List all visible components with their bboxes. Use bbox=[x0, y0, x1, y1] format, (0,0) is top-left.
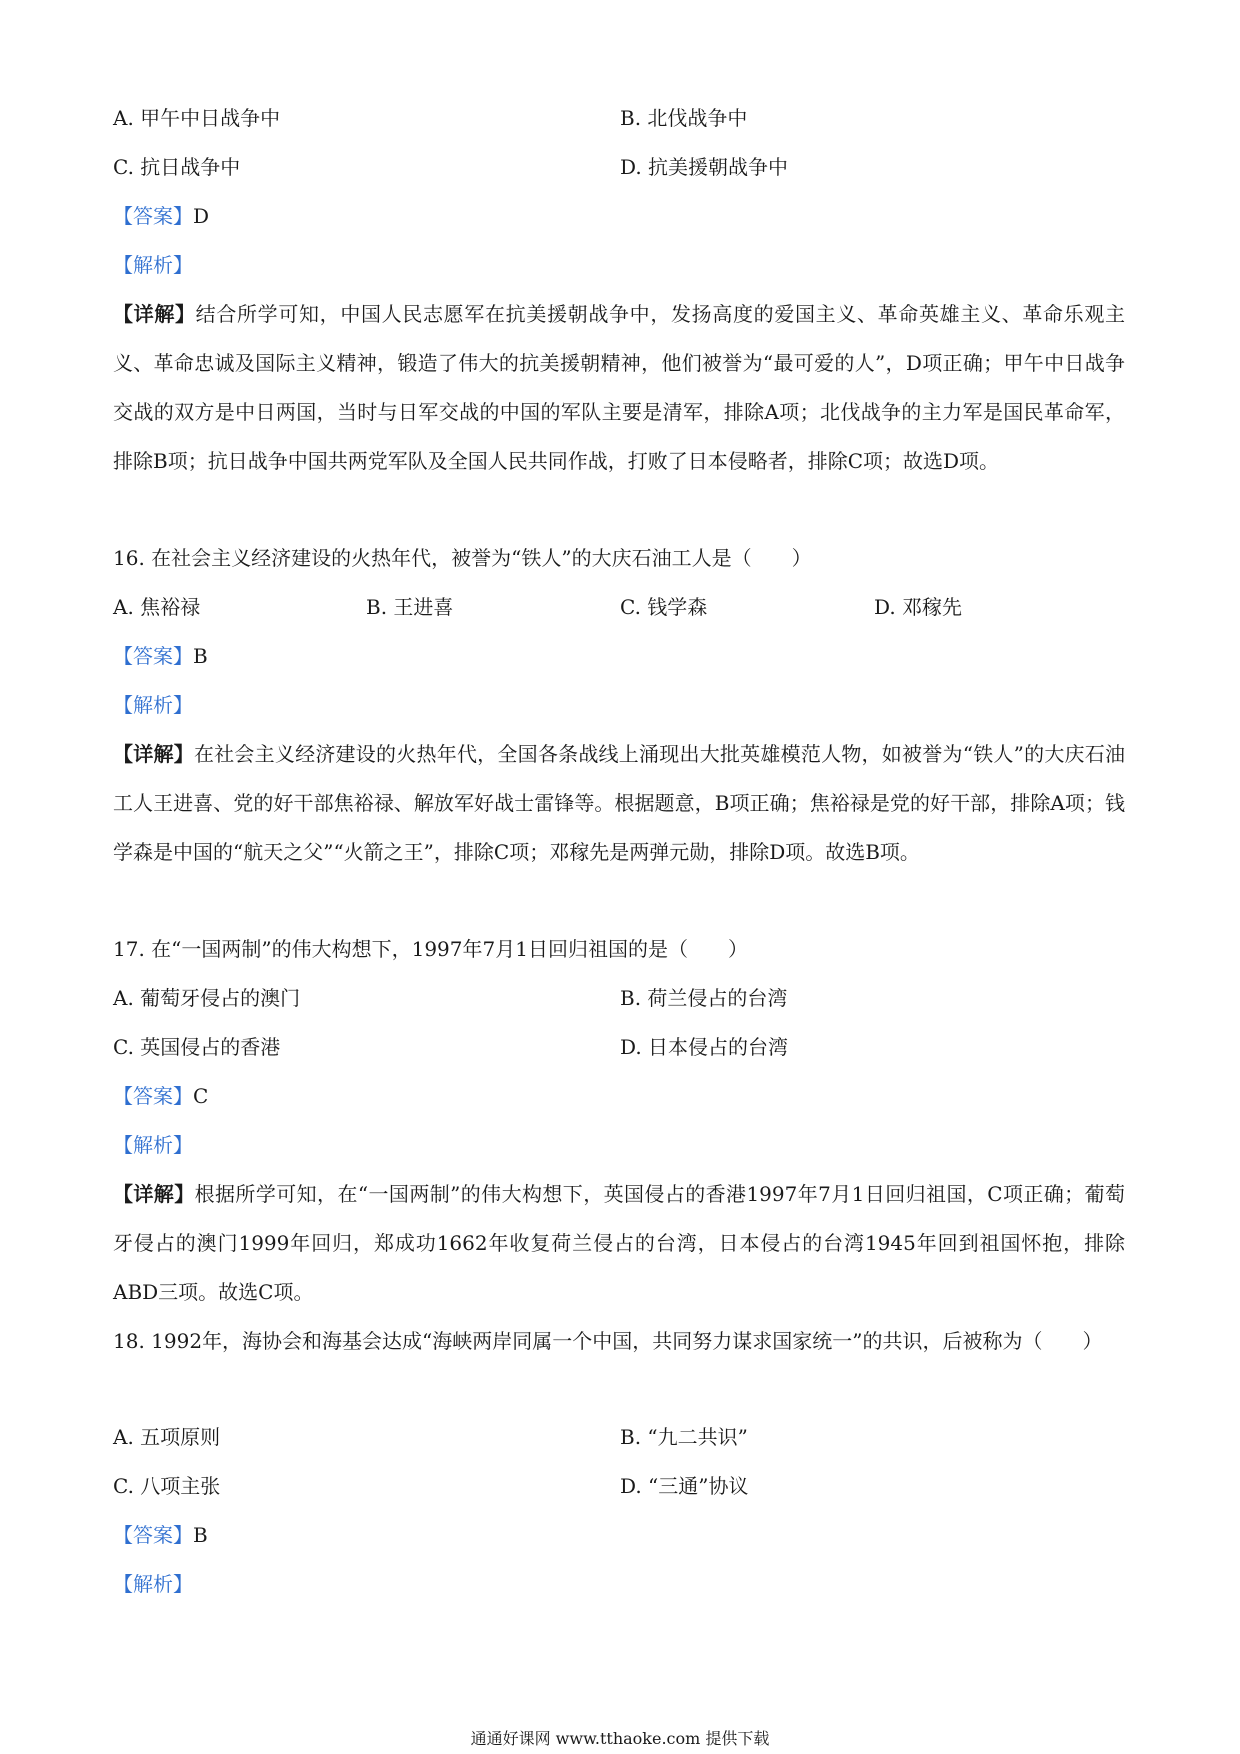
q15-analysis-tag: 【解析】 bbox=[113, 253, 193, 277]
q17-answer bbox=[113, 1081, 208, 1111]
detail-text: 根据所学可知，在“一国两制”的伟大构想下，英国侵占的香港1997年7月1日回归祖国，C项正确；葡萄牙侵占的澳门1999年回归，郑成功1662年收复荷兰侵占的台湾，日本侵占的台湾1945年回到祖国怀抱，排除ABD三项。故选C项。 bbox=[113, 1182, 1125, 1304]
page-footer: 通通好课网 www.tthaoke.com 提供下载 bbox=[470, 1729, 770, 1748]
q16-detail bbox=[113, 730, 1125, 877]
q17-option-b: B. 荷兰侵占的台湾 bbox=[620, 986, 788, 1010]
q15-option-b: B. 北伐战争中 bbox=[620, 106, 748, 130]
q17-stem: 17. 在“一国两制”的伟大构想下，1997年7月1日回归祖国的是（ ） bbox=[113, 937, 748, 961]
q15-option-a: A. 甲午中日战争中 bbox=[113, 106, 281, 130]
detail-tag: 【详解】 bbox=[113, 302, 196, 326]
q16-option-b: B. 王进喜 bbox=[366, 595, 454, 619]
q17-option-c: C. 英国侵占的香港 bbox=[113, 1035, 281, 1059]
q18-analysis-tag: 【解析】 bbox=[113, 1572, 193, 1596]
q18-option-d: D. “三通”协议 bbox=[620, 1474, 749, 1498]
detail-text: 在社会主义经济建设的火热年代，全国各条战线上涌现出大批英雄模范人物，如被誉为“铁人”的大庆石油工人王进喜、党的好干部焦裕禄、解放军好战士雷锋等。根据题意，B项正确；焦裕禄是党的好干部，排除A项；钱学森是中国的“航天之父”“火箭之王”，排除C项；邓稼先是两弹元勋，排除D项。故选B项。 bbox=[113, 742, 1126, 864]
detail-tag: 【详解】 bbox=[113, 742, 194, 766]
answer-value: D bbox=[193, 204, 210, 228]
q16-option-a: A. 焦裕禄 bbox=[113, 595, 201, 619]
q15-option-c: C. 抗日战争中 bbox=[113, 155, 241, 179]
q15-detail bbox=[113, 290, 1125, 486]
detail-text: 结合所学可知，中国人民志愿军在抗美援朝战争中，发扬高度的爱国主义、革命英雄主义、革命乐观主义、革命忠诚及国际主义精神，锻造了伟大的抗美援朝精神，他们被誉为“最可爱的人”，D项正确；甲午中日战争交战的双方是中日两国，当时与日军交战的中国的军队主要是清军，排除A项；北伐战争的主力军是国民革命军，排除B项；抗日战争中国共两党军队及全国人民共同作战，打败了日本侵略者，排除C项；故选D项。 bbox=[113, 302, 1126, 473]
answer-value: C bbox=[193, 1084, 209, 1108]
q17-option-d: D. 日本侵占的台湾 bbox=[620, 1035, 789, 1059]
q18-option-b: B. “九二共识” bbox=[620, 1425, 748, 1449]
q16-answer bbox=[113, 641, 208, 671]
answer-tag: 【答案】 bbox=[113, 1523, 193, 1547]
q17-analysis-tag: 【解析】 bbox=[113, 1133, 193, 1157]
q16-option-d: D. 邓稼先 bbox=[874, 595, 963, 619]
q18-option-a: A. 五项原则 bbox=[113, 1425, 221, 1449]
answer-tag: 【答案】 bbox=[113, 644, 193, 668]
answer-tag: 【答案】 bbox=[113, 204, 193, 228]
q16-analysis-tag: 【解析】 bbox=[113, 693, 193, 717]
q17-option-a: A. 葡萄牙侵占的澳门 bbox=[113, 986, 301, 1010]
q15-option-d: D. 抗美援朝战争中 bbox=[620, 155, 789, 179]
answer-value: B bbox=[193, 644, 208, 668]
answer-value: B bbox=[193, 1523, 208, 1547]
answer-tag: 【答案】 bbox=[113, 1084, 193, 1108]
q18-option-c: C. 八项主张 bbox=[113, 1474, 221, 1498]
q16-option-c: C. 钱学森 bbox=[620, 595, 708, 619]
q15-answer bbox=[113, 201, 209, 231]
q16-stem: 16. 在社会主义经济建设的火热年代，被誉为“铁人”的大庆石油工人是（ ） bbox=[113, 546, 812, 570]
detail-tag: 【详解】 bbox=[113, 1182, 195, 1206]
q18-answer bbox=[113, 1520, 208, 1550]
q18-stem: 18. 1992年，海协会和海基会达成“海峡两岸同属一个中国，共同努力谋求国家统一”的共识，后被称为（ ） bbox=[113, 1329, 1103, 1353]
q17-detail bbox=[113, 1170, 1125, 1317]
